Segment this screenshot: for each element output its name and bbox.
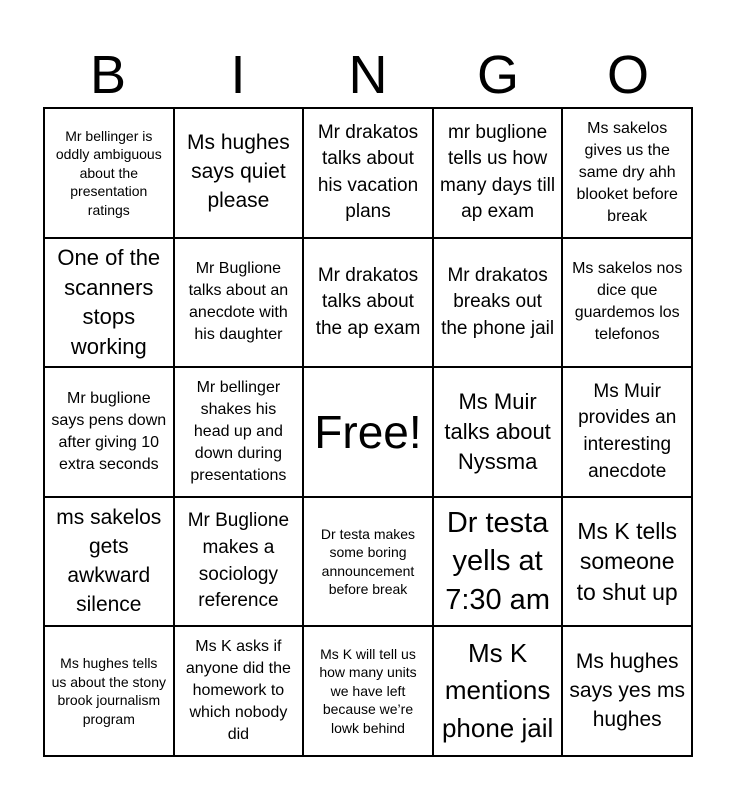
header-letter-g: G (476, 45, 519, 105)
header-letter-n: N (348, 45, 388, 105)
bingo-cell[interactable]: Ms hughes tells us about the stony brook journalism program (45, 627, 175, 757)
bingo-cell[interactable]: Mr drakatos talks about the ap exam (304, 239, 434, 369)
bingo-cell[interactable]: ms sakelos gets awkward silence (45, 498, 175, 628)
bingo-cell[interactable]: Ms Muir talks about Nyssma (434, 368, 564, 498)
bingo-cell[interactable]: Ms K will tell us how many units we have left because we’re lowk behind (304, 627, 434, 757)
bingo-cell[interactable]: Mr bellinger is oddly ambiguous about the presentation ratings (45, 109, 175, 239)
bingo-cell[interactable]: Mr bellinger shakes his head up and down during presentations (175, 368, 305, 498)
free-space[interactable]: Free! (304, 368, 434, 498)
bingo-cell[interactable]: mr buglione tells us how many days till ap exam (434, 109, 564, 239)
bingo-cell[interactable]: Ms sakelos gives us the same dry ahh blooket before break (563, 109, 693, 239)
bingo-cell[interactable]: Dr testa makes some boring announcement before break (304, 498, 434, 628)
bingo-cell[interactable]: Mr drakatos breaks out the phone jail (434, 239, 564, 369)
bingo-cell[interactable]: Ms hughes says quiet please (175, 109, 305, 239)
bingo-cell[interactable]: Ms sakelos nos dice que guardemos los telefonos (563, 239, 693, 369)
bingo-cell[interactable]: Mr Buglione makes a sociology reference (175, 498, 305, 628)
bingo-cell[interactable]: Ms Muir provides an interesting anecdote (563, 368, 693, 498)
header-letter-o: O (606, 45, 649, 105)
bingo-cell[interactable]: Ms K tells someone to shut up (563, 498, 693, 628)
bingo-header (43, 44, 693, 106)
bingo-cell[interactable]: Mr Buglione talks about an anecdote with his daughter (175, 239, 305, 369)
bingo-cell[interactable]: Ms K asks if anyone did the homework to which nobody did (175, 627, 305, 757)
header-letter-i: I (230, 45, 246, 105)
bingo-cell[interactable]: Mr drakatos talks about his vacation plans (304, 109, 434, 239)
bingo-grid (43, 107, 693, 757)
bingo-cell[interactable]: One of the scanners stops working (45, 239, 175, 369)
bingo-cell[interactable]: Ms hughes says yes ms hughes (563, 627, 693, 757)
bingo-cell[interactable]: Dr testa yells at 7:30 am (434, 498, 564, 628)
header-letter-b: B (89, 45, 127, 105)
bingo-cell[interactable]: Mr buglione says pens down after giving 10 extra seconds (45, 368, 175, 498)
bingo-cell[interactable]: Ms K mentions phone jail (434, 627, 564, 757)
